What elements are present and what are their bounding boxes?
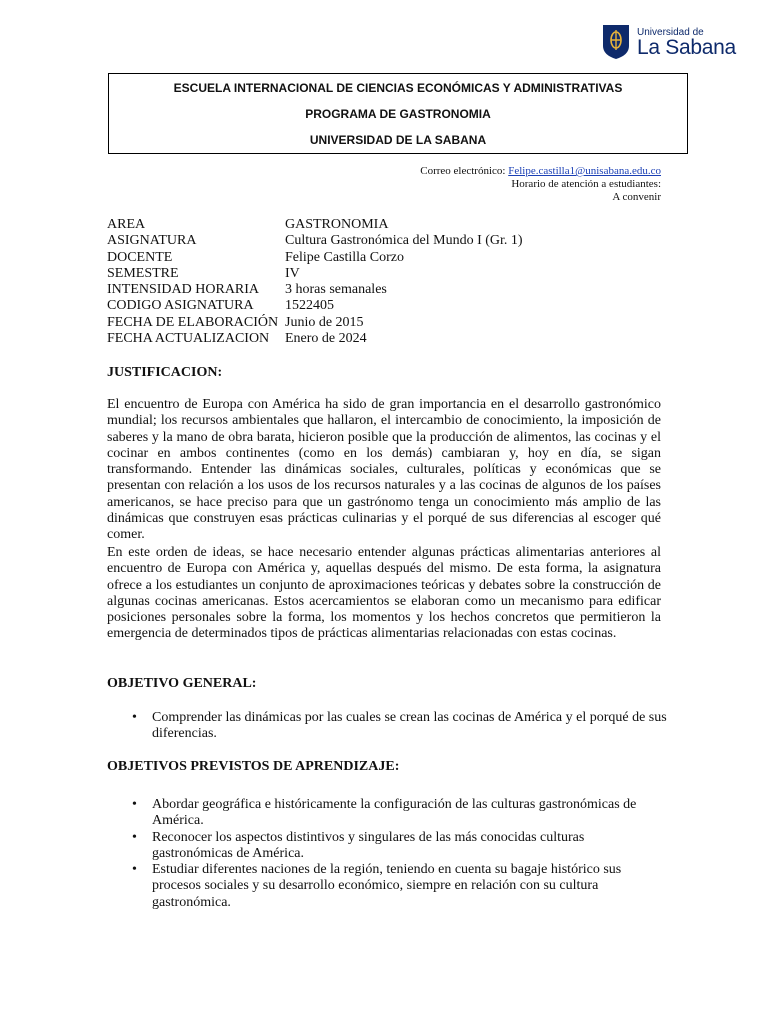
justificacion-heading: JUSTIFICACION: xyxy=(107,365,223,380)
hours-value: A convenir xyxy=(612,191,661,203)
info-label: AREA xyxy=(107,217,146,232)
info-row xyxy=(107,331,523,347)
list-item: • Abordar geográfica e históricamente la configuración de las culturas gastronómicas de América. xyxy=(107,797,667,830)
info-value: 3 horas semanales xyxy=(285,282,387,298)
list-item: • Estudiar diferentes naciones de la región, teniendo en cuenta su bagaje histórico sus procesos sociales y su desarrollo económico, siempre en relación con su cultura gastronómica. xyxy=(107,862,667,911)
info-row xyxy=(107,298,523,314)
info-value: Junio de 2015 xyxy=(285,314,364,330)
objetivo-general-list xyxy=(107,710,667,743)
info-label: FECHA DE ELABORACIÓN xyxy=(107,314,279,330)
objetivos-aprendizaje-heading: OBJETIVOS PREVISTOS DE APRENDIZAJE: xyxy=(107,759,400,774)
header-box xyxy=(108,73,688,154)
header-line-1: ESCUELA INTERNACIONAL DE CIENCIAS ECONÓMICAS Y ADMINISTRATIVAS xyxy=(173,81,623,95)
shield-icon xyxy=(602,24,630,60)
justificacion-paragraph-2: En este orden de ideas, se hace necesario entender algunas prácticas alimentarias anteriores al encuentro de Europa con América y, aquellas después del mismo. De esta forma, la asignatura ofrece a los estudiantes un conjunto de aproximaciones teóricas y debates sobre la construcción de algunas cocinas americanas. Estos acercamientos se elaboran como un mecanismo para edificar posiciones personales sobre la forma, los momentos y los hechos concretos que permitieron la emergencia de determinados tipos de prácticas alimentarias relacionadas con estas cocinas. xyxy=(107,545,661,642)
list-item: • Comprender las dinámicas por las cuales se crean las cocinas de América y el porqué de sus diferencias. xyxy=(107,710,667,743)
info-value: 1522405 xyxy=(285,298,334,314)
info-label: FECHA ACTUALIZACION xyxy=(107,331,270,347)
email-link[interactable]: Felipe.castilla1@unisabana.edu.co xyxy=(508,165,661,177)
info-row xyxy=(107,250,523,266)
university-logo xyxy=(602,24,736,62)
contact-block xyxy=(420,165,661,204)
justificacion-paragraph-1: El encuentro de Europa con América ha sido de gran importancia en el desarrollo gastronómico mundial; los recursos ambientales que hallaron, el intercambio de conocimiento, la imposición de saberes y la mano de obra barata, hicieron posible que la producción de alimentos, las cocinas y el cocinar en ambos continentes (como en los demás) cambiaran y, hoy en día, se sigan transformando. Entender las dinámicas sociales, culturales, políticas y económicas que se presentan con relación a los usos de los recursos naturales y a las cocinas de algunos de los países americanos, se hace preciso para que un gastrónomo tenga un conocimiento más amplio de las dinámicas que construyen esas prácticas culinarias y el porqué de sus diferencias al escoger qué comer. xyxy=(107,397,661,543)
info-row xyxy=(107,266,523,282)
info-label: INTENSIDAD HORARIA xyxy=(107,282,260,298)
info-label: SEMESTRE xyxy=(107,265,179,281)
info-label: ASIGNATURA xyxy=(107,233,197,249)
info-row xyxy=(107,217,523,233)
logo-big-text: La Sabana xyxy=(637,36,736,59)
info-row xyxy=(107,315,523,331)
info-label: CODIGO ASIGNATURA xyxy=(107,298,254,314)
info-row xyxy=(107,282,523,298)
hours-label: Horario de atención a estudiantes: xyxy=(511,178,661,190)
email-label: Correo electrónico: xyxy=(420,165,509,177)
header-line-3: UNIVERSIDAD DE LA SABANA xyxy=(309,133,487,147)
info-value: Enero de 2024 xyxy=(285,331,367,347)
objetivos-aprendizaje-list xyxy=(107,797,667,911)
course-info-table xyxy=(107,217,523,347)
info-row xyxy=(107,233,523,249)
objetivo-general-heading: OBJETIVO GENERAL: xyxy=(107,676,257,691)
header-line-2: PROGRAMA DE GASTRONOMIA xyxy=(305,107,491,121)
logo-small-text: Universidad de xyxy=(637,27,704,38)
info-value: IV xyxy=(285,265,300,281)
info-value: Cultura Gastronómica del Mundo I (Gr. 1) xyxy=(285,233,523,249)
info-label: DOCENTE xyxy=(107,249,173,265)
info-value: Felipe Castilla Corzo xyxy=(285,249,404,265)
info-value: GASTRONOMIA xyxy=(285,217,389,232)
list-item: • Reconocer los aspectos distintivos y singulares de las más conocidas culturas gastronómicas de América. xyxy=(107,830,667,863)
